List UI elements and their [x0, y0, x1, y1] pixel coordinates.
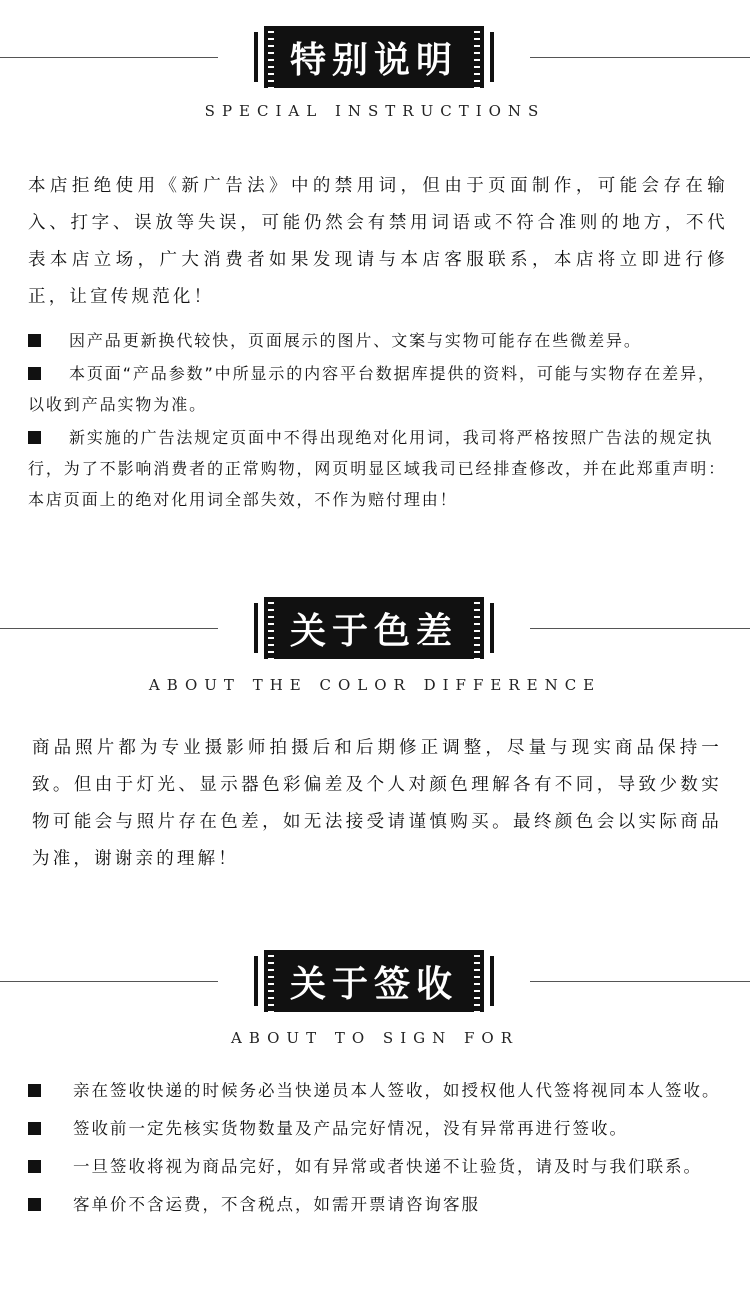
square-bullet-icon [28, 1198, 41, 1211]
square-bullet-icon [28, 1160, 41, 1173]
section-title-color [264, 597, 484, 659]
divider-right [530, 981, 750, 982]
list-item: 本页面“产品参数”中所显示的内容平台数据库提供的资料，可能与实物存在差异，以收到产品实物为准。 [28, 364, 716, 414]
square-bullet-icon [28, 1122, 41, 1135]
list-item: 签收前一定先核实货物数量及产品完好情况，没有异常再进行签收。 [28, 1112, 728, 1146]
section-subtitle-special: SPECIAL INSTRUCTIONS [204, 102, 546, 120]
square-bullet-icon [28, 431, 41, 444]
divider-left [0, 628, 218, 629]
divider-left [0, 57, 218, 58]
color-paragraph: 商品照片都为专业摄影师拍摄后和后期修正调整，尽量与现实商品保持一致。但由于灯光、显示器色彩偏差及个人对颜色理解各有不同，导致少数实物可能会与照片存在色差，如无法接受请谨慎购买。最终颜色会以实际商品为准，谢谢亲的理解！ [32, 738, 722, 869]
special-bullet-list [28, 325, 728, 517]
list-item: 一旦签收将视为商品完好，如有异常或者快递不让验货，请及时与我们联系。 [28, 1150, 728, 1184]
section-title-special [264, 26, 484, 88]
divider-left [0, 981, 218, 982]
list-item: 新实施的广告法规定页面中不得出现绝对化用词，我司将严格按照广告法的规定执行，为了不影响消费者的正常购物，网页明显区域我司已经排查修改，并在此郑重声明：本店页面上的绝对化用词全部失效，不作为赔付理由！ [28, 428, 727, 509]
section-subtitle-sign: ABOUT TO SIGN FOR [231, 1029, 519, 1047]
divider-right [530, 628, 750, 629]
section-title-text: 特别说明 [289, 38, 458, 81]
section-subtitle-color: ABOUT THE COLOR DIFFERENCE [148, 676, 602, 694]
divider-right [530, 57, 750, 58]
square-bullet-icon [28, 334, 41, 347]
list-item: 因产品更新换代较快，页面展示的图片、文案与实物可能存在些微差异。 [28, 325, 728, 356]
list-item: 亲在签收快递的时候务必当快递员本人签收，如授权他人代签将视同本人签收。 [28, 1074, 728, 1108]
square-bullet-icon [28, 1084, 41, 1097]
list-item: 客单价不含运费，不含税点，如需开票请咨询客服 [28, 1188, 728, 1222]
square-bullet-icon [28, 367, 41, 380]
sign-bullet-list [28, 1074, 728, 1226]
section-title-text: 关于签收 [289, 962, 458, 1005]
section-title-text: 关于色差 [289, 609, 458, 652]
special-paragraph: 本店拒绝使用《新广告法》中的禁用词，但由于页面制作，可能会存在输入、打字、误放等失误，可能仍然会有禁用词语或不符合准则的地方，不代表本店立场，广大消费者如果发现请与本店客服联系，本店将立即进行修正，让宣传规范化！ [28, 176, 728, 307]
section-title-sign [264, 950, 484, 1012]
